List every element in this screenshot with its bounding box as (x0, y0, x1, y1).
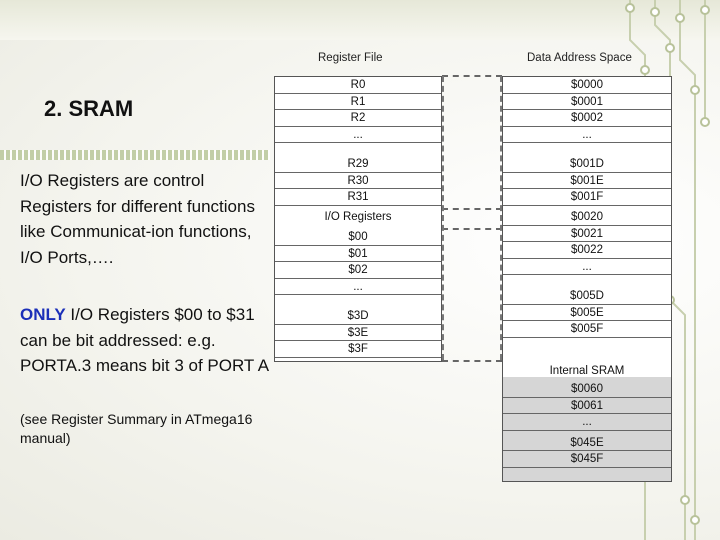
register-file-row: R1 (275, 94, 441, 111)
data-address-row: $0021 (503, 226, 671, 243)
dashed-line (442, 208, 502, 210)
register-file-row: R30 (275, 173, 441, 190)
sram-address-row: $0060 (503, 381, 671, 398)
register-file-row: R29 (275, 156, 441, 173)
sram-address-row: $045F (503, 451, 671, 468)
paragraph-see-manual: (see Register Summary in ATmega16 manual) (20, 411, 253, 446)
data-address-row: $001F (503, 189, 671, 206)
paragraph-bit-addressing-text: I/O Registers $00 to $31 can be bit addressed: e.g. PORTA.3 means bit 3 of PORT A (20, 305, 270, 375)
data-address-row: $005F (503, 321, 671, 338)
data-address-row: $0001 (503, 94, 671, 111)
io-register-row: $3E (275, 325, 441, 342)
internal-sram-label: Internal SRAM (549, 365, 625, 377)
data-address-row: $001E (503, 173, 671, 190)
data-address-row: $0002 (503, 110, 671, 127)
dashed-line (442, 75, 502, 77)
data-address-row: $0022 (503, 242, 671, 259)
io-register-row: $3D (275, 308, 441, 325)
memory-map-diagram (270, 40, 690, 500)
emphasis-only: ONLY (20, 305, 66, 324)
data-address-row: $001D (503, 156, 671, 173)
sram-address-row: $0061 (503, 398, 671, 415)
register-file-row: R31 (275, 189, 441, 206)
paragraph-bit-addressing (20, 302, 272, 379)
dashed-line (442, 76, 444, 360)
sram-address-row: $045E (503, 435, 671, 452)
decorative-strip (0, 150, 270, 160)
slide-title: 2. SRAM (44, 96, 134, 121)
data-address-row: ... (503, 127, 671, 144)
io-register-row: $02 (275, 262, 441, 279)
io-register-row: ... (275, 279, 441, 296)
data-address-row: $0000 (503, 77, 671, 94)
io-register-row: $01 (275, 246, 441, 263)
dashed-line (442, 228, 502, 230)
data-address-row: $005E (503, 305, 671, 322)
dashed-line (500, 76, 502, 360)
data-address-space-header: Data Address Space (527, 52, 632, 64)
io-register-row: $3F (275, 341, 441, 358)
dashed-line (442, 360, 502, 362)
register-file-header: Register File (318, 52, 383, 64)
paragraph-io-registers: I/O Registers are control Registers for different functions like Communicat-ion functions, I/O Ports,…. (20, 171, 255, 267)
data-address-row: $005D (503, 288, 671, 305)
data-address-row: ... (503, 259, 671, 276)
io-register-row: $00 (275, 229, 441, 246)
register-file-row: R0 (275, 77, 441, 94)
data-address-space-box (502, 76, 672, 482)
sram-address-row: ... (503, 414, 671, 431)
register-file-row: ... (275, 127, 441, 144)
io-registers-label: I/O Registers (324, 211, 392, 223)
register-file-row: R2 (275, 110, 441, 127)
data-address-row: $0020 (503, 209, 671, 226)
